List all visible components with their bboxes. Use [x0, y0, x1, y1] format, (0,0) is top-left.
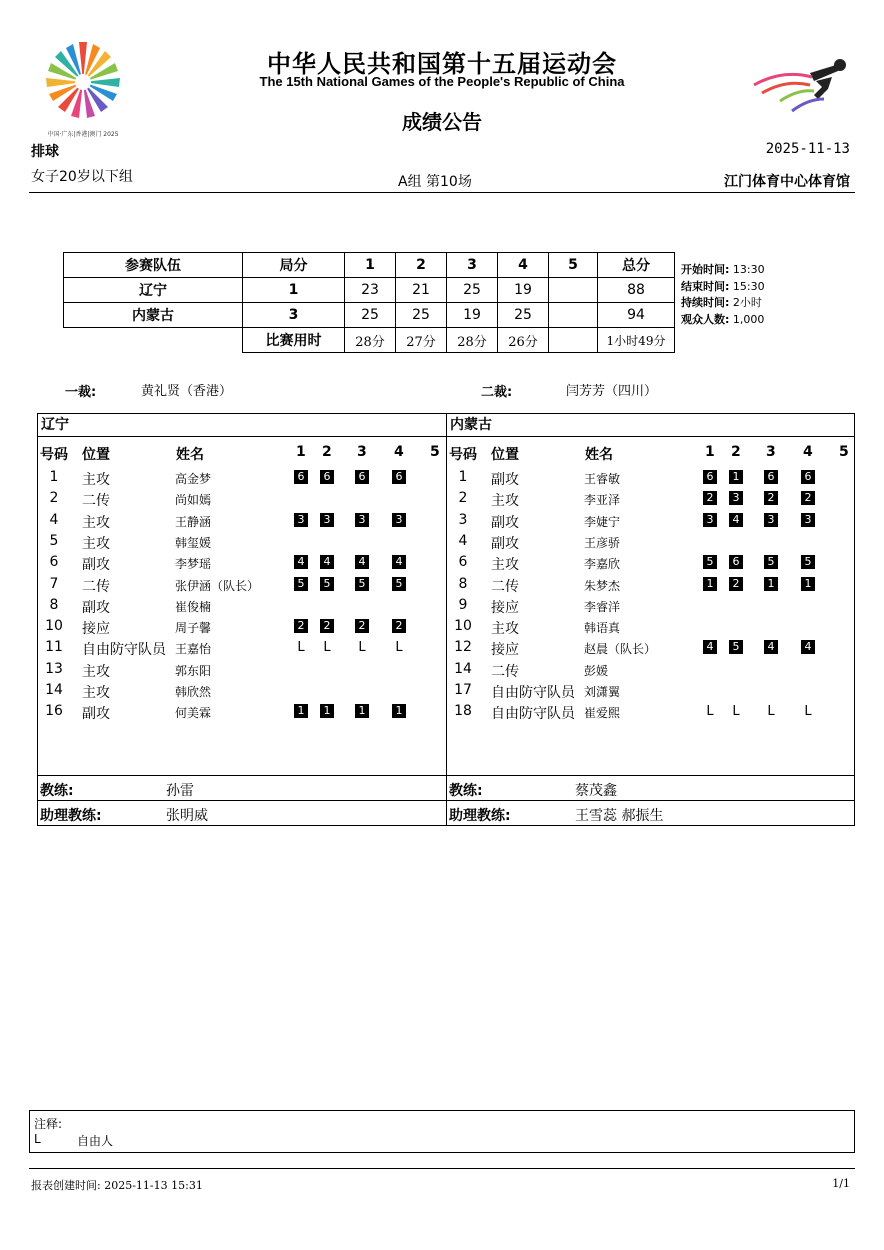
set-score: 25 [498, 303, 549, 328]
starting-position-box: 6 [729, 555, 743, 569]
player-name: 韩欣然 [175, 685, 212, 699]
score-row [64, 303, 675, 328]
starting-position-box: 1 [764, 577, 778, 591]
player-number: 2 [49, 490, 59, 507]
player-name: 王睿敏 [584, 472, 621, 486]
set-duration: 26分 [498, 328, 549, 353]
player-position: 接应 [491, 599, 519, 616]
player-name: 李亚泽 [584, 493, 621, 508]
col-header-set-1: 1 [296, 444, 306, 460]
starting-position-box: 5 [764, 555, 778, 569]
player-name: 韩语真 [584, 621, 621, 636]
coach-row [447, 775, 854, 801]
player-position: 二传 [491, 578, 519, 595]
player-position: 主攻 [82, 535, 110, 552]
starting-position-box: 2 [764, 491, 778, 505]
player-number: 3 [458, 511, 468, 528]
player-name: 王静涵 [175, 514, 212, 529]
starting-position-box: 2 [801, 491, 815, 505]
player-position: 自由防守队员 [82, 642, 166, 659]
col-header-set-3: 3 [357, 444, 367, 460]
starting-position-box: 2 [294, 619, 308, 633]
player-name: 崔俊楠 [175, 599, 212, 614]
player-position: 二传 [82, 578, 110, 595]
player-number: 16 [45, 703, 63, 720]
team-roster-title: 辽宁 [38, 414, 446, 437]
roster-panel-away [446, 413, 855, 826]
player-name: 韩玺媛 [175, 535, 212, 550]
starting-position-box: 5 [801, 555, 815, 569]
player-number: 12 [454, 639, 472, 656]
player-position: 主攻 [491, 493, 519, 510]
assistant-coach-name: 王雪蕊 郝振生 [575, 808, 664, 824]
col-header-position: 位置 [491, 447, 519, 463]
player-position: 接应 [491, 642, 519, 659]
player-name: 朱梦杰 [584, 578, 621, 593]
libero-marker: L [732, 704, 740, 720]
starting-position-box: 3 [801, 513, 815, 527]
col-header-number: 号码 [449, 447, 477, 463]
header-set-4: 4 [498, 253, 549, 278]
starting-position-box: 5 [729, 640, 743, 654]
col-header-set-1: 1 [705, 444, 715, 460]
col-header-set-4: 4 [803, 444, 813, 460]
roster-panel-home [37, 413, 447, 826]
starting-position-box: 5 [392, 577, 406, 591]
starting-position-box: 4 [764, 640, 778, 654]
starting-position-box: 1 [392, 704, 406, 718]
player-name: 郭东阳 [175, 663, 212, 678]
set-score: 23 [345, 278, 396, 303]
category-label: 女子20岁以下组 [31, 169, 133, 185]
duration-row [64, 328, 675, 353]
col-header-name: 姓名 [176, 447, 204, 463]
starting-position-box: 1 [703, 577, 717, 591]
starting-position-box: 3 [355, 513, 369, 527]
assistant-coach-row [447, 800, 854, 826]
header-set-2: 2 [396, 253, 447, 278]
player-position: 副攻 [82, 599, 110, 616]
player-number: 14 [454, 660, 472, 677]
set-duration: 28分 [447, 328, 498, 353]
player-name: 赵晨（队长） [584, 642, 657, 657]
starting-position-box: 6 [703, 470, 717, 484]
player-name: 刘潇翼 [584, 685, 621, 699]
player-position: 副攻 [491, 514, 519, 531]
team-name: 内蒙古 [64, 303, 243, 328]
player-number: 2 [458, 490, 468, 507]
player-name: 李睿洋 [584, 599, 621, 614]
starting-position-box: 5 [703, 555, 717, 569]
second-referee-label: 二裁: [481, 385, 513, 400]
starting-position-box: 3 [320, 513, 334, 527]
player-number: 13 [45, 660, 63, 677]
second-referee: 闫芳芳（四川） [566, 384, 658, 399]
player-name: 王嘉怡 [175, 642, 212, 657]
starting-position-box: 2 [703, 491, 717, 505]
player-number: 18 [454, 703, 472, 720]
set-score: 19 [498, 278, 549, 303]
player-position: 接应 [82, 621, 110, 638]
match-info [681, 262, 765, 328]
notes-label: 注释: [34, 1117, 63, 1131]
report-title: 成绩公告 [402, 110, 482, 134]
player-number: 11 [45, 639, 63, 656]
player-position: 副攻 [82, 706, 110, 723]
total-score: 94 [598, 303, 675, 328]
starting-position-box: 3 [392, 513, 406, 527]
set-score: 25 [345, 303, 396, 328]
coach-row [38, 775, 446, 801]
starting-position-box: 5 [294, 577, 308, 591]
duration-label: 比赛用时 [243, 328, 345, 353]
libero-marker: L [706, 704, 714, 720]
player-number: 7 [49, 575, 59, 592]
player-name: 尚如嫣 [175, 493, 212, 508]
libero-marker: L [804, 704, 812, 720]
starting-position-box: 1 [320, 704, 334, 718]
duration-time-label: 持续时间: [681, 296, 730, 309]
header-set-3: 3 [447, 253, 498, 278]
starting-position-box: 1 [355, 704, 369, 718]
player-number: 4 [458, 532, 468, 549]
header-set-1: 1 [345, 253, 396, 278]
sport-label: 排球 [31, 144, 59, 160]
player-number: 14 [45, 682, 63, 698]
starting-position-box: 4 [801, 640, 815, 654]
notes-box [29, 1110, 855, 1153]
notes-key: L [34, 1132, 41, 1146]
player-number: 5 [49, 532, 59, 549]
assistant-coach-row [38, 800, 446, 826]
starting-position-box: 5 [355, 577, 369, 591]
end-time-label: 结束时间: [681, 279, 730, 293]
starting-position-box: 4 [392, 555, 406, 569]
libero-marker: L [767, 704, 775, 720]
player-position: 自由防守队员 [491, 706, 575, 723]
player-number: 8 [49, 596, 59, 613]
header-team: 参赛队伍 [64, 253, 243, 278]
libero-marker: L [395, 640, 403, 656]
player-name: 彭媛 [584, 663, 609, 678]
group-match-label: A组 第10场 [398, 174, 472, 190]
starting-position-box: 6 [392, 470, 406, 484]
header-sets: 局分 [243, 253, 345, 278]
header-total: 总分 [598, 253, 675, 278]
starting-position-box: 3 [729, 491, 743, 505]
games-title-cn: 中华人民共和国第十五届运动会 [267, 50, 617, 78]
starting-position-box: 4 [294, 555, 308, 569]
player-number: 1 [49, 469, 59, 485]
col-header-set-4: 4 [394, 444, 404, 460]
set-score [549, 303, 598, 328]
first-referee-label: 一裁: [65, 385, 97, 400]
starting-position-box: 3 [294, 513, 308, 527]
attendance-label: 观众人数: [681, 312, 730, 326]
assistant-coach-label: 助理教练: [40, 808, 102, 824]
player-position: 副攻 [491, 535, 519, 552]
col-header-set-2: 2 [322, 444, 332, 460]
libero-marker: L [323, 640, 331, 656]
player-position: 副攻 [82, 557, 110, 574]
starting-position-box: 4 [320, 555, 334, 569]
starting-position-box: 6 [764, 470, 778, 484]
col-header-position: 位置 [82, 447, 110, 463]
total-duration: 1小时49分 [598, 328, 675, 353]
col-header-set-5: 5 [430, 444, 440, 460]
player-position: 自由防守队员 [491, 685, 575, 701]
starting-position-box: 4 [703, 640, 717, 654]
col-header-number: 号码 [40, 447, 68, 463]
player-name: 张伊涵（队长） [175, 578, 260, 593]
coach-name: 孙雷 [166, 783, 194, 799]
player-position: 副攻 [491, 472, 519, 488]
start-time-label: 开始时间: [681, 263, 730, 276]
player-name: 周子馨 [175, 621, 212, 636]
team-name: 辽宁 [64, 278, 243, 303]
first-referee: 黄礼贤（香港） [141, 384, 233, 399]
duration-spacer [64, 328, 243, 353]
player-position: 主攻 [82, 685, 110, 701]
assistant-coach-label: 助理教练: [449, 808, 511, 824]
col-header-set-3: 3 [766, 444, 776, 460]
duration-time: 2小时 [732, 296, 762, 309]
report-date: 2025-11-13 [765, 141, 850, 157]
player-number: 6 [458, 554, 468, 571]
starting-position-box: 2 [392, 619, 406, 633]
player-position: 主攻 [491, 621, 519, 638]
player-position: 主攻 [491, 557, 519, 574]
player-name: 李婕宁 [584, 514, 621, 529]
player-number: 9 [458, 596, 468, 613]
set-duration [549, 328, 598, 353]
end-time: 15:30 [732, 279, 765, 293]
player-number: 1 [458, 469, 468, 485]
player-position: 二传 [491, 663, 519, 680]
libero-marker: L [358, 640, 366, 656]
venue-label: 江门体育中心体育馆 [724, 174, 850, 190]
team-roster-title: 内蒙古 [447, 414, 854, 437]
starting-position-box: 1 [729, 470, 743, 484]
player-name: 李梦瑶 [175, 557, 212, 572]
score-table [63, 252, 675, 353]
set-score [549, 278, 598, 303]
starting-position-box: 6 [320, 470, 334, 484]
set-duration: 27分 [396, 328, 447, 353]
col-header-set-2: 2 [731, 444, 741, 460]
assistant-coach-name: 张明威 [166, 808, 208, 824]
player-position: 二传 [82, 493, 110, 510]
sets-won: 1 [243, 278, 345, 303]
header-set-5: 5 [549, 253, 598, 278]
player-number: 17 [454, 682, 472, 698]
coach-label: 教练: [449, 783, 483, 799]
player-position: 主攻 [82, 663, 110, 680]
set-duration: 28分 [345, 328, 396, 353]
starting-position-box: 3 [703, 513, 717, 527]
starting-position-box: 6 [294, 470, 308, 484]
start-time: 13:30 [732, 263, 765, 276]
starting-position-box: 1 [294, 704, 308, 718]
player-number: 6 [49, 554, 59, 571]
player-position: 主攻 [82, 514, 110, 531]
starting-position-box: 3 [764, 513, 778, 527]
set-score: 25 [396, 303, 447, 328]
sets-won: 3 [243, 303, 345, 328]
score-row [64, 278, 675, 303]
page-number: 1/1 [832, 1177, 850, 1190]
col-header-set-5: 5 [839, 444, 849, 460]
footer-divider [29, 1168, 855, 1169]
set-score: 19 [447, 303, 498, 328]
starting-position-box: 2 [355, 619, 369, 633]
player-position: 主攻 [82, 472, 110, 488]
header-divider [29, 192, 855, 193]
libero-marker: L [297, 640, 305, 656]
coach-label: 教练: [40, 783, 74, 799]
starting-position-box: 6 [801, 470, 815, 484]
games-title-en: The 15th National Games of the People's Republic of China [259, 74, 625, 89]
player-number: 10 [45, 618, 63, 635]
set-score: 21 [396, 278, 447, 303]
score-header-row [64, 253, 675, 278]
logo-caption: 中国·广东|香港|澳门 2025 [47, 131, 119, 138]
report-created-time: 报表创建时间: 2025-11-13 15:31 [31, 1179, 203, 1192]
player-name: 高金梦 [175, 472, 212, 486]
player-number: 4 [49, 511, 59, 528]
coach-name: 蔡茂鑫 [575, 783, 617, 799]
player-name: 李嘉欣 [584, 557, 621, 572]
player-number: 8 [458, 575, 468, 592]
starting-position-box: 6 [355, 470, 369, 484]
set-score: 25 [447, 278, 498, 303]
starting-position-box: 2 [729, 577, 743, 591]
starting-position-box: 4 [729, 513, 743, 527]
total-score: 88 [598, 278, 675, 303]
player-number: 10 [454, 618, 472, 635]
player-name: 王彦骄 [584, 535, 621, 550]
starting-position-box: 4 [355, 555, 369, 569]
notes-desc: 自由人 [77, 1134, 114, 1148]
starting-position-box: 1 [801, 577, 815, 591]
starting-position-box: 5 [320, 577, 334, 591]
player-name: 崔爱熙 [584, 706, 621, 721]
attendance: 1,000 [732, 312, 765, 326]
starting-position-box: 2 [320, 619, 334, 633]
col-header-name: 姓名 [585, 447, 613, 463]
player-name: 何美霖 [175, 706, 212, 721]
